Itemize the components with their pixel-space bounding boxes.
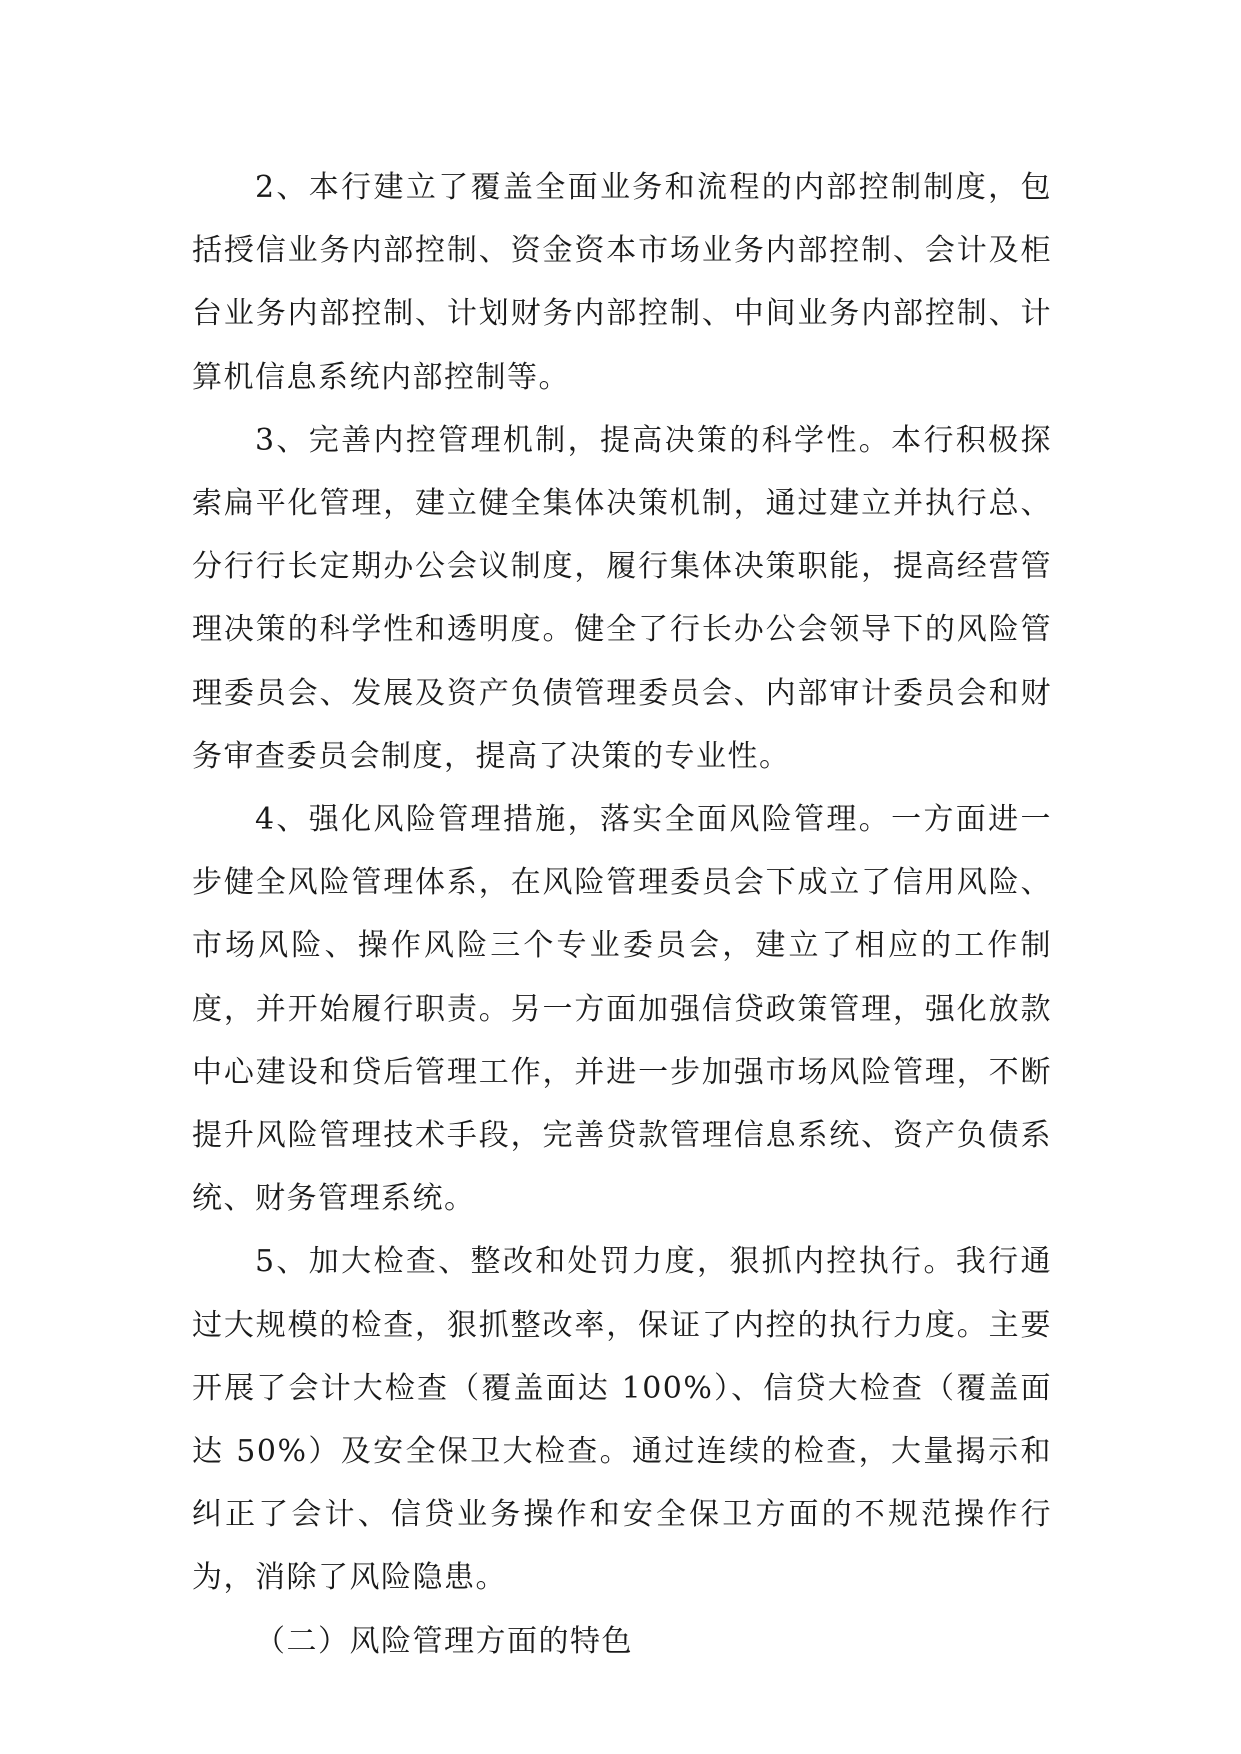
document-body xyxy=(192,156,1052,1673)
paragraph-3: 3、完善内控管理机制，提高决策的科学性。本行积极探索扁平化管理，建立健全集体决策机制，通过建立并执行总、分行行长定期办公会议制度，履行集体决策职能，提高经营管理决策的科学性和透明度。健全了行长办公会领导下的风险管理委员会、发展及资产负债管理委员会、内部审计委员会和财务审查委员会制度，提高了决策的专业性。 xyxy=(192,422,1052,774)
section-heading: （二）风险管理方面的特色 xyxy=(255,1623,633,1659)
paragraph-4: 4、强化风险管理措施，落实全面风险管理。一方面进一步健全风险管理体系，在风险管理委员会下成立了信用风险、市场风险、操作风险三个专业委员会，建立了相应的工作制度，并开始履行职责。另一方面加强信贷政策管理，强化放款中心建设和贷后管理工作，并进一步加强市场风险管理，不断提升风险管理技术手段，完善贷款管理信息系统、资产负债系统、财务管理系统。 xyxy=(192,802,1052,1217)
paragraph-5: 5、加大检查、整改和处罚力度，狠抓内控执行。我行通过大规模的检查，狠抓整改率，保证了内控的执行力度。主要开展了会计大检查（覆盖面达 100%）、信贷大检查（覆盖面达 50%）及安全保卫大检查。通过连续的检查，大量揭示和纠正了会计、信贷业务操作和安全保卫方面的不规范操作行为，消除了风险隐患。 xyxy=(192,1244,1052,1596)
paragraph-2: 2、本行建立了覆盖全面业务和流程的内部控制制度，包括授信业务内部控制、资金资本市场业务内部控制、会计及柜台业务内部控制、计划财务内部控制、中间业务内部控制、计算机信息系统内部控制等。 xyxy=(192,170,1052,395)
